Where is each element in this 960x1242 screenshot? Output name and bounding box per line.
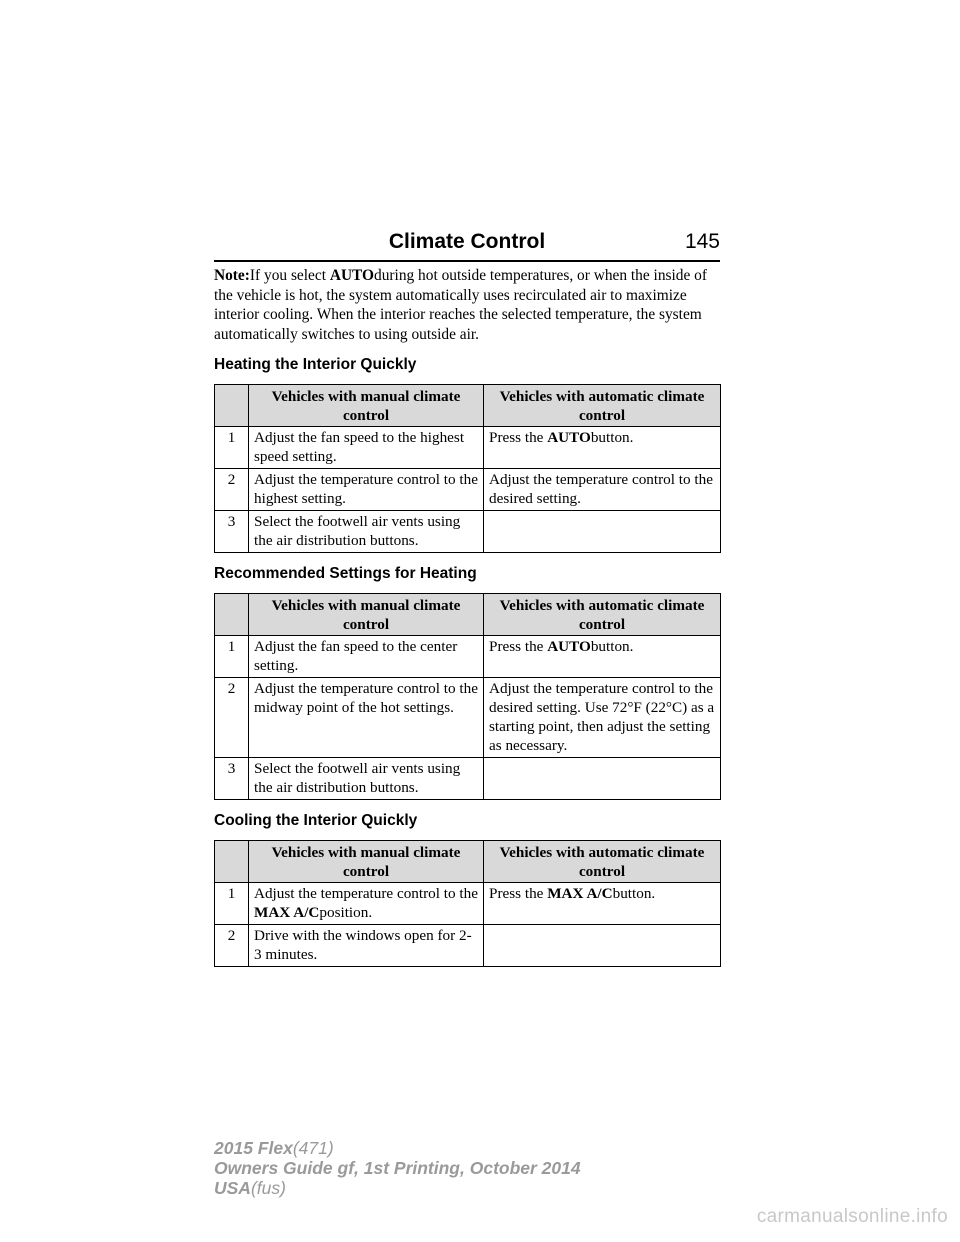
- step-number: 1: [215, 427, 249, 469]
- table-heating-quickly: [214, 384, 721, 553]
- page-content: [214, 266, 720, 967]
- manual-step-keyword: MAX A/C: [254, 904, 320, 921]
- step-number: 3: [215, 511, 249, 553]
- table-row: [215, 511, 721, 553]
- step-number: 3: [215, 758, 249, 800]
- footer-line-2: [214, 1158, 714, 1178]
- manual-step-pre: Adjust the temperature control to the: [254, 885, 478, 902]
- manual-step: Adjust the fan speed to the highest speed setting.: [249, 427, 484, 469]
- note-keyword: AUTO: [329, 267, 375, 284]
- table-header-row: [215, 594, 721, 636]
- manual-step: Adjust the temperature control to the midway point of the hot settings.: [249, 678, 484, 758]
- table-row: [215, 469, 721, 511]
- manual-step: Adjust the temperature control to the highest setting.: [249, 469, 484, 511]
- table-row: [215, 427, 721, 469]
- header-manual: Vehicles with manual climate control: [249, 594, 484, 636]
- table-recommended-heating: [214, 593, 721, 800]
- auto-step: Adjust the temperature control to the desired setting. Use 72°F (22°C) as a starting point, then adjust the setting as necessary.: [484, 678, 721, 758]
- auto-step-keyword: AUTO: [547, 638, 591, 655]
- auto-step: [484, 427, 721, 469]
- note-label: Note:: [214, 267, 250, 284]
- table-row: [215, 678, 721, 758]
- manual-step-post: position.: [319, 904, 373, 921]
- section-heading-recommended-heating: Recommended Settings for Heating: [214, 565, 477, 582]
- auto-step-post: button.: [612, 885, 656, 902]
- note-post: during hot outside temperatures, or when the inside of the vehicle is hot, the system automatically uses recirculated air to maximize interior cooling. When the interior reaches the selected temperature, the system automatically switches to using outside air.: [214, 267, 707, 343]
- note-paragraph: [214, 266, 720, 344]
- auto-step-empty: [484, 925, 721, 967]
- note-pre: If you select: [249, 267, 330, 284]
- footer-line-1: [214, 1138, 714, 1158]
- auto-step: [484, 883, 721, 925]
- document-footer: [214, 1138, 714, 1198]
- table-row: [215, 883, 721, 925]
- manual-step: Adjust the fan speed to the center setting.: [249, 636, 484, 678]
- table-header-row: [215, 841, 721, 883]
- manual-step: Select the footwell air vents using the air distribution buttons.: [249, 758, 484, 800]
- header-empty-cell: [215, 385, 249, 427]
- header-empty-cell: [215, 594, 249, 636]
- table-row: [215, 636, 721, 678]
- footer-model: 2015 Flex: [214, 1138, 293, 1158]
- step-number: 1: [215, 636, 249, 678]
- watermark-text: carmanualsonline.info: [756, 1206, 948, 1227]
- table-header-row: [215, 385, 721, 427]
- manual-step: Drive with the windows open for 2-3 minutes.: [249, 925, 484, 967]
- section-heading-heating-quickly: Heating the Interior Quickly: [214, 356, 417, 373]
- page-number: 145: [684, 230, 720, 253]
- header-empty-cell: [215, 841, 249, 883]
- header-auto: Vehicles with automatic climate control: [484, 841, 721, 883]
- page-header: [214, 228, 720, 262]
- footer-edition: Owners Guide gf, 1st Printing, October 2014: [214, 1158, 581, 1178]
- auto-step-empty: [484, 758, 721, 800]
- auto-step-empty: [484, 511, 721, 553]
- manual-step: Select the footwell air vents using the air distribution buttons.: [249, 511, 484, 553]
- auto-step-pre: Press the: [489, 638, 548, 655]
- auto-step: [484, 636, 721, 678]
- header-auto: Vehicles with automatic climate control: [484, 385, 721, 427]
- footer-page-code: (471): [292, 1138, 334, 1158]
- section-heading-cooling-quickly: Cooling the Interior Quickly: [214, 812, 418, 829]
- auto-step-keyword: AUTO: [547, 429, 591, 446]
- manual-step: [249, 883, 484, 925]
- auto-step-pre: Press the: [489, 885, 548, 902]
- table-cooling-quickly: [214, 840, 721, 967]
- footer-market-code: (fus): [250, 1178, 286, 1198]
- table-row: [215, 758, 721, 800]
- header-manual: Vehicles with manual climate control: [249, 385, 484, 427]
- auto-step-post: button.: [590, 429, 634, 446]
- table-row: [215, 925, 721, 967]
- auto-step-pre: Press the: [489, 429, 548, 446]
- step-number: 2: [215, 678, 249, 758]
- auto-step-keyword: MAX A/C: [547, 885, 613, 902]
- header-manual: Vehicles with manual climate control: [249, 841, 484, 883]
- step-number: 2: [215, 925, 249, 967]
- auto-step-post: button.: [590, 638, 634, 655]
- step-number: 1: [215, 883, 249, 925]
- step-number: 2: [215, 469, 249, 511]
- footer-line-3: [214, 1178, 714, 1198]
- chapter-title: Climate Control: [388, 230, 546, 253]
- footer-market: USA: [214, 1178, 251, 1198]
- auto-step: Adjust the temperature control to the desired setting.: [484, 469, 721, 511]
- header-auto: Vehicles with automatic climate control: [484, 594, 721, 636]
